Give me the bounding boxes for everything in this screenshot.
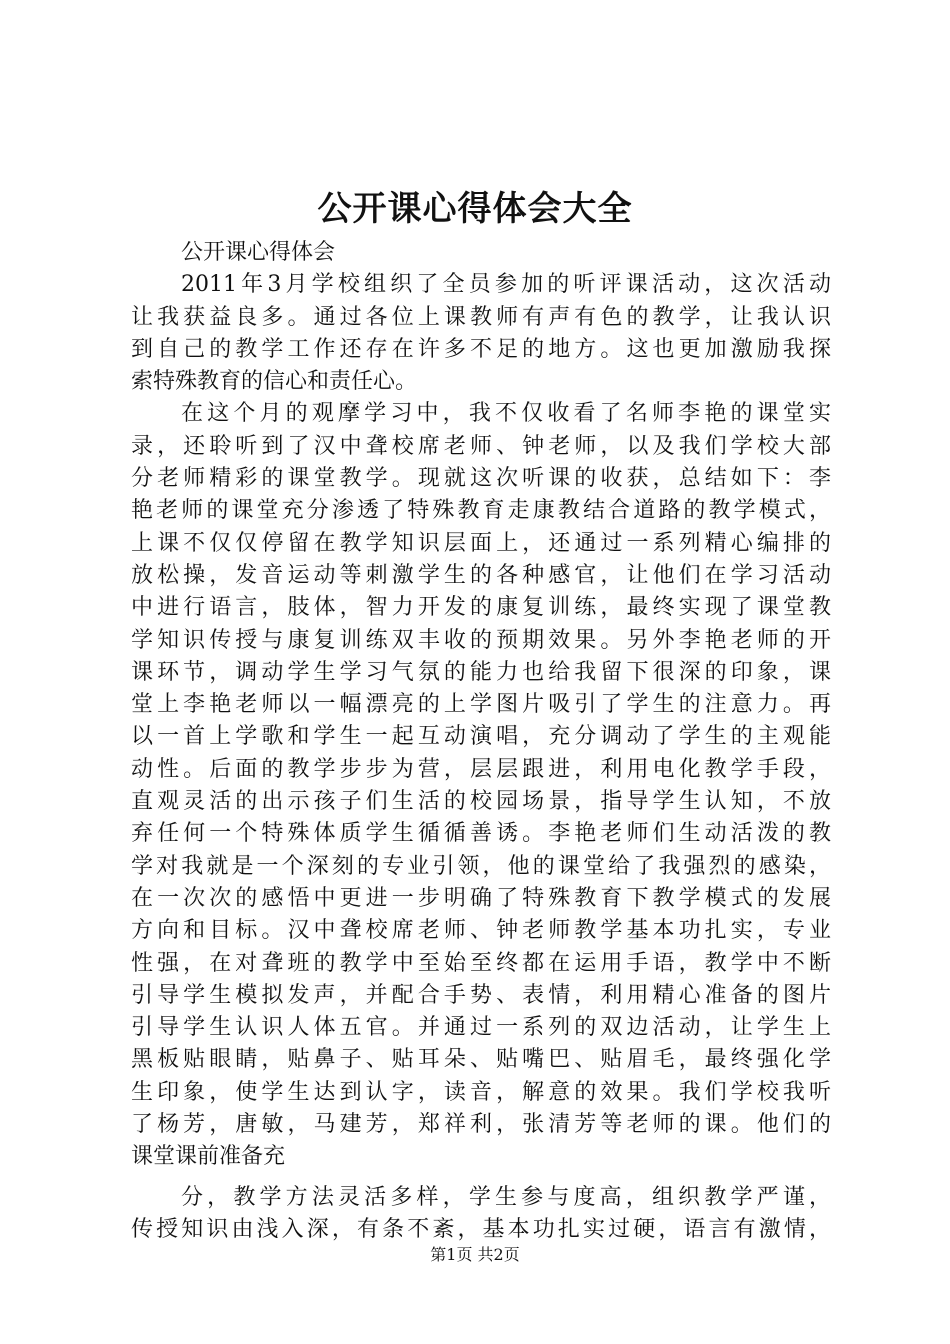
- body-line: 性强，在对聋班的教学中至始至终都在运用手语，教学中不断: [131, 950, 831, 976]
- body-line: 课堂课前准备充: [131, 1144, 286, 1170]
- body-line: 堂上李艳老师以一幅漂亮的上学图片吸引了学生的注意力。再: [131, 692, 831, 718]
- body-line: 了杨芳，唐敏，马建芳，郑祥利，张清芳等老师的课。他们的: [131, 1112, 831, 1138]
- body-line: 分老师精彩的课堂教学。现就这次听课的收获，总结如下：李: [131, 466, 831, 492]
- body-line: 2011年3月学校组织了全员参加的听评课活动，这次活动: [181, 272, 831, 298]
- document-body: [131, 237, 831, 1246]
- body-line: 学对我就是一个深刻的专业引领，他的课堂给了我强烈的感染，: [131, 853, 831, 879]
- body-line: 在一次次的感悟中更进一步明确了特殊教育下教学模式的发展: [131, 885, 831, 911]
- body-line: 弃任何一个特殊体质学生循循善诱。李艳老师们生动活泼的教: [131, 821, 831, 847]
- body-line: 学知识传授与康复训练双丰收的预期效果。另外李艳老师的开: [131, 627, 831, 653]
- body-line: 生印象，使学生达到认字，读音，解意的效果。我们学校我听: [131, 1079, 831, 1105]
- body-line: 上课不仅仅停留在教学知识层面上，还通过一系列精心编排的: [131, 530, 831, 556]
- body-line-subtitle: 公开课心得体会: [181, 240, 336, 265]
- body-line: 直观灵活的出示孩子们生活的校园场景，指导学生认知，不放: [131, 789, 831, 815]
- body-line: 录，还聆听到了汉中聋校席老师、钟老师，以及我们学校大部: [131, 433, 831, 459]
- body-line: 到自己的教学工作还存在许多不足的地方。这也更加激励我探: [131, 336, 831, 362]
- body-line: 传授知识由浅入深，有条不紊，基本功扎实过硬，语言有激情，: [131, 1216, 831, 1242]
- body-line: 黑板贴眼睛，贴鼻子、贴耳朵、贴嘴巴、贴眉毛，最终强化学: [131, 1047, 831, 1073]
- body-line: 放松操，发音运动等刺激学生的各种感官，让他们在学习活动: [131, 562, 831, 588]
- page-number-footer: 第1页 共2页: [430, 1245, 520, 1264]
- body-line: 引导学生模拟发声，并配合手势、表情，利用精心准备的图片: [131, 982, 831, 1008]
- body-line: 引导学生认识人体五官。并通过一系列的双边活动，让学生上: [131, 1015, 831, 1041]
- body-line: 分，教学方法灵活多样，学生参与度高，组织教学严谨，: [181, 1184, 831, 1210]
- body-line: 以一首上学歌和学生一起互动演唱，充分调动了学生的主观能: [131, 724, 831, 750]
- body-line: 课环节，调动学生学习气氛的能力也给我留下很深的印象，课: [131, 659, 831, 685]
- body-line: 索特殊教育的信心和责任心。: [131, 369, 418, 395]
- body-line: 方向和目标。汉中聋校席老师、钟老师教学基本功扎实，专业: [131, 918, 831, 944]
- body-line: 动性。后面的教学步步为营，层层跟进，利用电化教学手段，: [131, 756, 831, 782]
- body-line: 让我获益良多。通过各位上课教师有声有色的教学，让我认识: [131, 304, 831, 330]
- body-line: 在这个月的观摩学习中，我不仅收看了名师李艳的课堂实: [181, 401, 831, 427]
- document-title: 公开课心得体会大全: [317, 189, 633, 229]
- body-line: 中进行语言，肢体，智力开发的康复训练，最终实现了课堂教: [131, 595, 831, 621]
- body-line: 艳老师的课堂充分渗透了特殊教育走康教结合道路的教学模式，: [131, 498, 831, 524]
